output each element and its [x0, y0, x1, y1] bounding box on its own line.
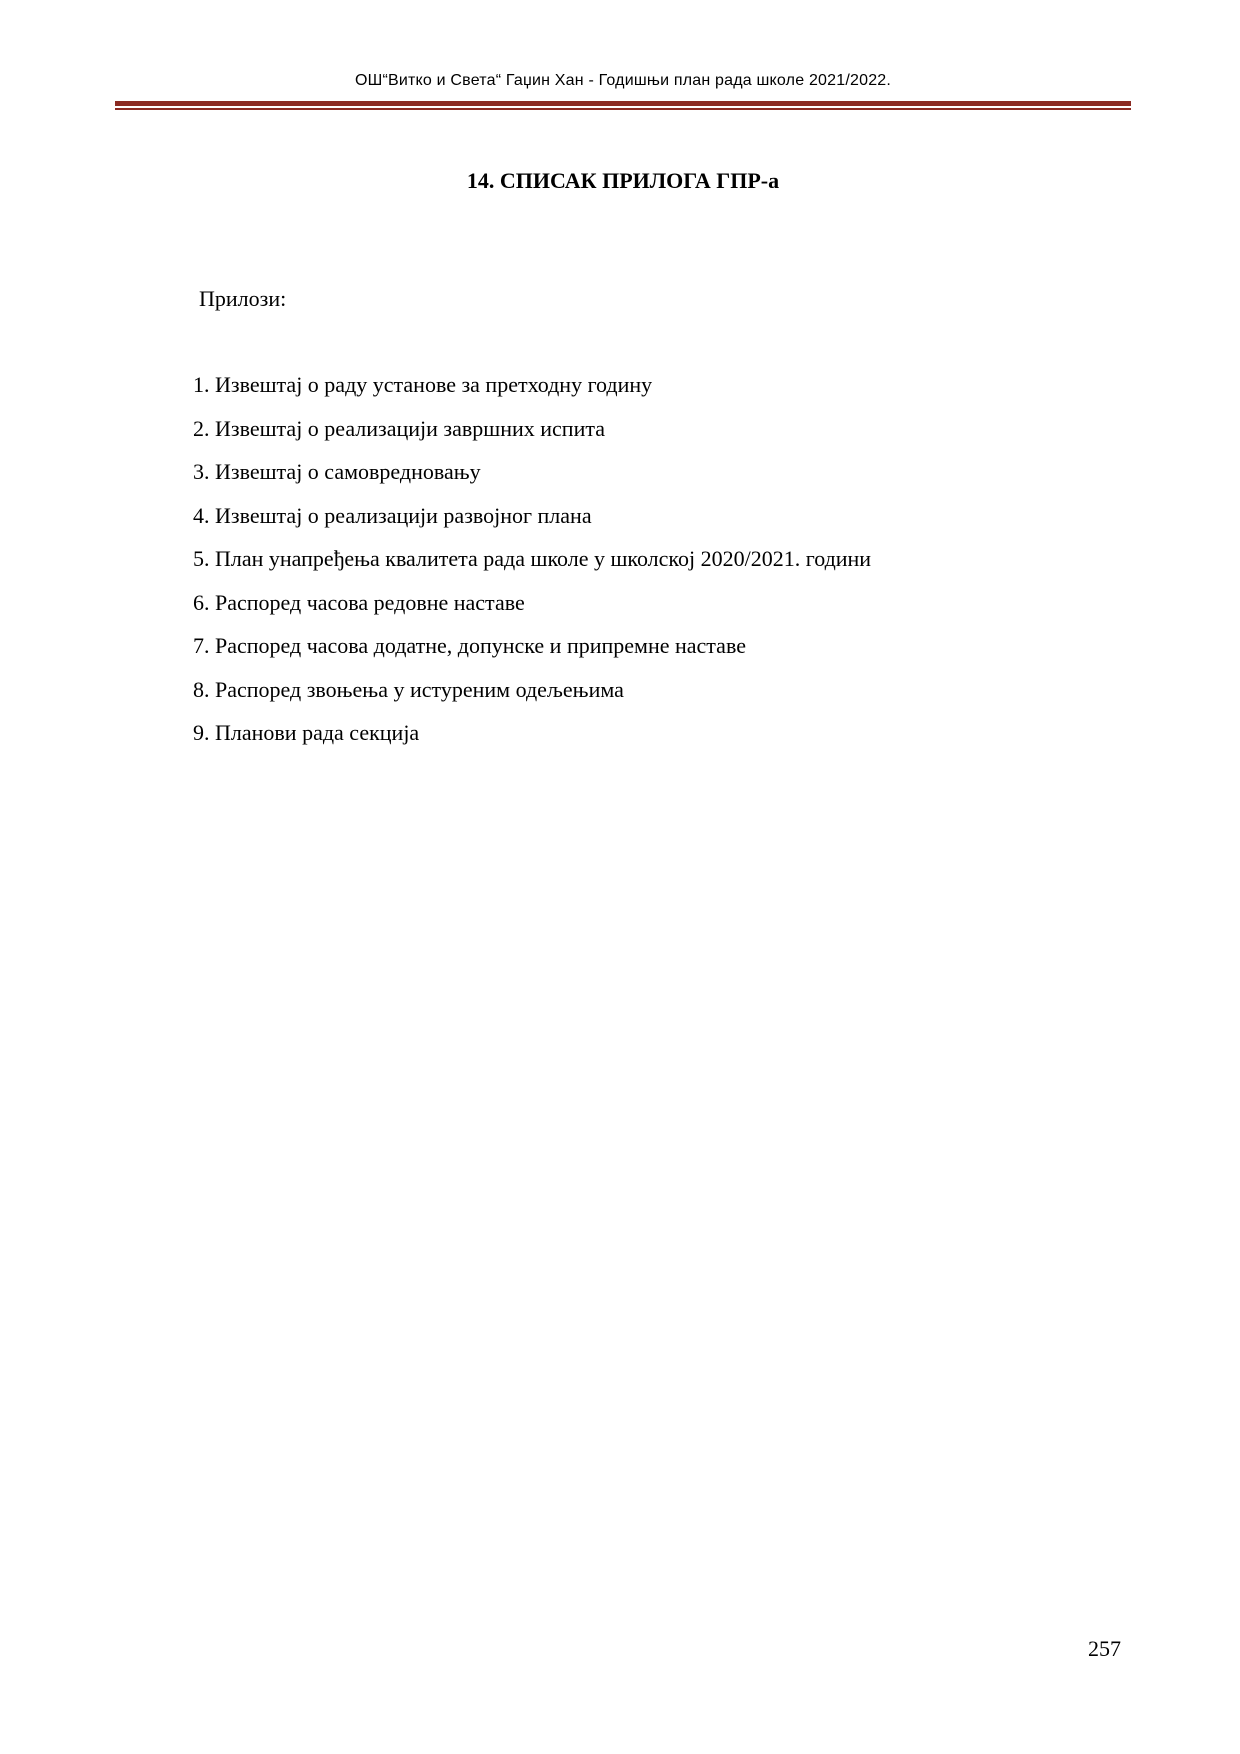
- attachment-item-8: 8. Распоред звоњења у истуреним одељењима: [193, 676, 624, 702]
- header-rule-thick: [115, 101, 1131, 106]
- attachment-item-3: 3. Извештај о самовредновању: [193, 459, 481, 484]
- attachment-item-5: 5. План унапређења квалитета рада школе у школској 2020/2021. години: [193, 546, 872, 571]
- attachment-item-6: 6. Распоред часова редовне наставе: [193, 589, 525, 615]
- header-rule-thin: [115, 108, 1131, 110]
- attachment-item-4: 4. Извештај о реализацији развојног плана: [193, 502, 592, 528]
- attachment-item-7: 7. Распоред часова додатне, допунске и припремне наставе: [193, 633, 746, 658]
- running-header: ОШ“Витко и Света“ Гаџин Хан - Годишњи план рада школе 2021/2022.: [354, 72, 892, 89]
- attachment-item-2: 2. Извештај о реализацији завршних испита: [193, 415, 605, 441]
- attachment-item-1: 1. Извештај о раду установе за претходну годину: [193, 372, 653, 397]
- page-number: 257: [1088, 1636, 1121, 1661]
- attachment-item-9: 9. Планови рада секција: [193, 720, 420, 745]
- attachments-label: Прилози:: [199, 286, 287, 311]
- attachment-list: [193, 370, 871, 762]
- section-title: 14. СПИСАК ПРИЛОГА ГПР-а: [466, 168, 780, 193]
